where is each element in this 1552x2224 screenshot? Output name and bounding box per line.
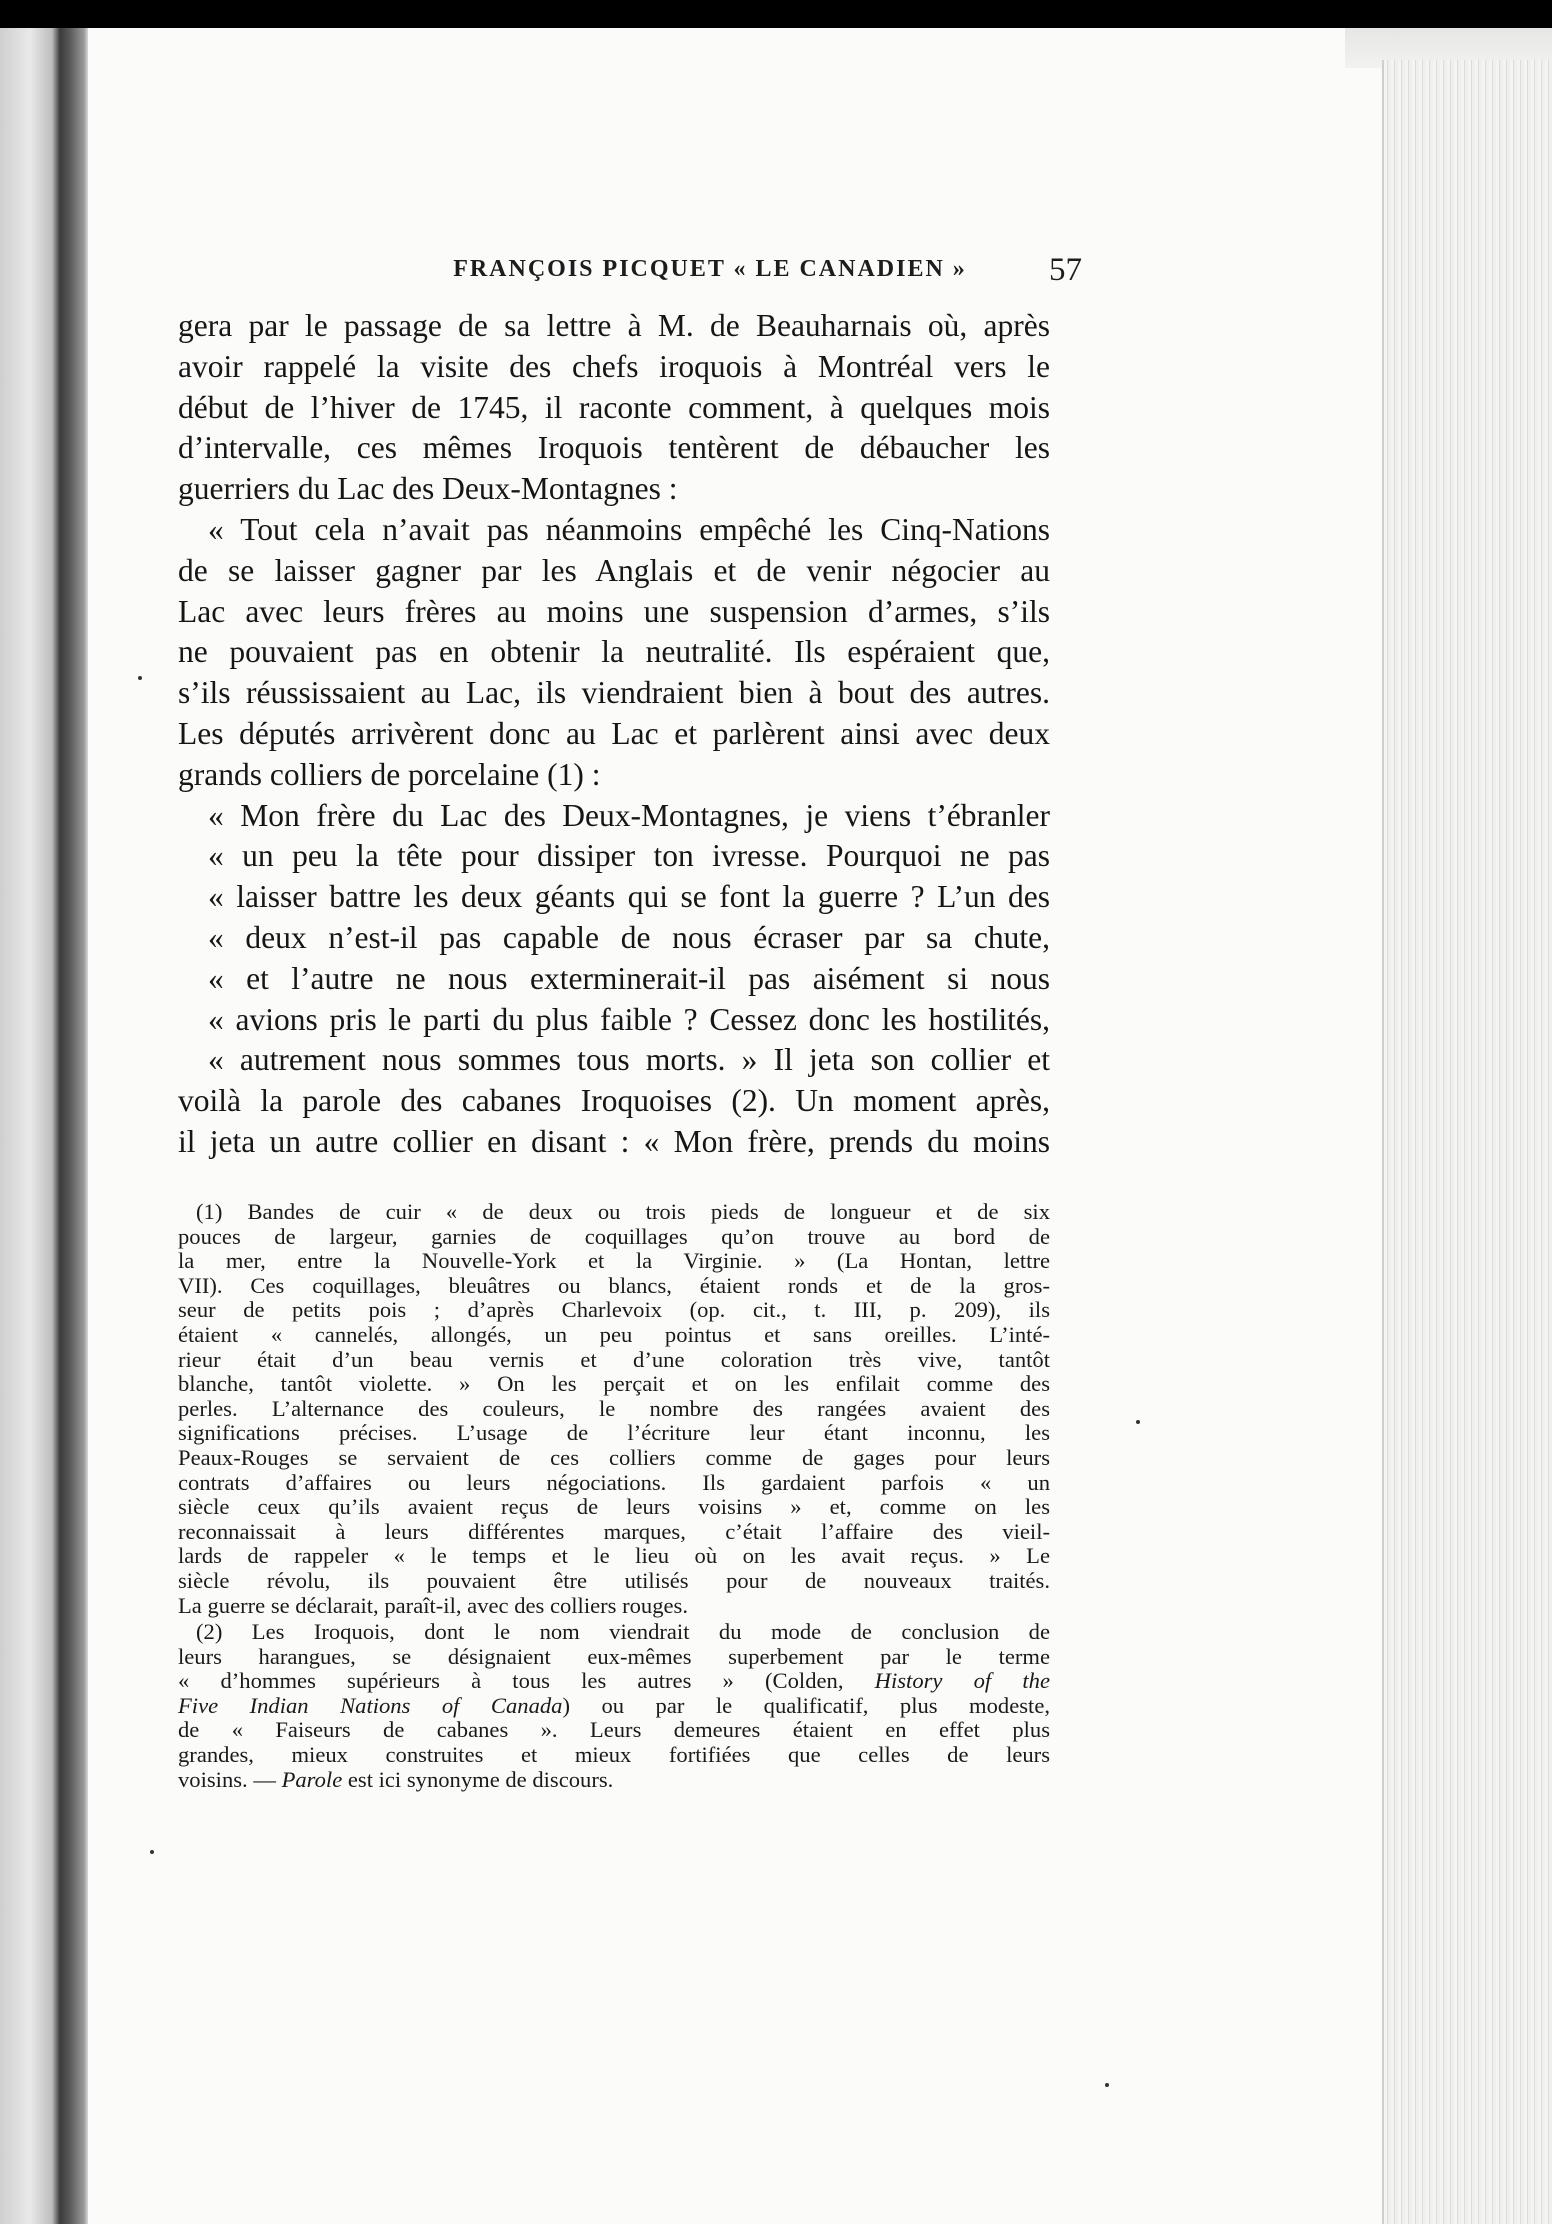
body-line: s’ils réussissaient au Lac, ils viendraient bien à bout des autres. [178,675,1050,711]
footnote-1-line: VII). Ces coquillages, bleuâtres ou blancs, étaient ronds et de la gros- [178,1272,1050,1298]
footnote-1-line: lards de rappeler « le temps et le lieu où on les avait reçus. » Le [178,1543,1050,1569]
body-line: « et l’autre ne nous exterminerait-il pas aisément si nous [208,960,1050,996]
footnote-2-text: ) ou par le qualificatif, plus modeste, [562,1692,1051,1718]
footnote-1-line: La guerre se déclarait, paraît-il, avec des colliers rouges. [178,1592,688,1618]
footnote-1-line: Peaux-Rouges se servaient de ces colliers comme de gages pour leurs [178,1444,1050,1470]
body-line: il jeta un autre collier en disant : « Mon frère, prends du moins [178,1123,1050,1159]
footnote-1-line: (1) Bandes de cuir « de deux ou trois pieds de longueur et de six [196,1199,1050,1224]
footnotes [178,1200,1050,1792]
dust-speck [1105,2083,1109,2087]
body-line: Lac avec leurs frères au moins une suspension d’armes, s’ils [178,593,1050,629]
body-line: début de l’hiver de 1745, il raconte comment, à quelques mois [178,389,1050,425]
footnote-2-line [178,1669,1050,1694]
term-italic: Parole [281,1766,343,1792]
dust-speck [1136,1420,1140,1424]
footnote-2-line: de « Faiseurs de cabanes ». Leurs demeures étaient en effet plus [178,1717,1050,1743]
footnote-1-line: perles. L’alternance des couleurs, le nombre des rangées avaient des [178,1395,1050,1421]
footnote-2-line: grandes, mieux construites et mieux fortifiées que celles de leurs [178,1742,1050,1768]
footnote-1-line: contrats d’affaires ou leurs négociations. Ils gardaient parfois « un [178,1469,1050,1495]
footnote-1-line: reconnaissait à leurs différentes marques, c’était l’affaire des vieil- [178,1518,1050,1544]
footnote-1-line: rieur était d’un beau vernis et d’une coloration très vive, tantôt [178,1346,1050,1372]
footnote-2-text: « d’hommes supérieurs à tous les autres » (Colden, [178,1668,875,1694]
body-line: gera par le passage de sa lettre à M. de Beauharnais où, après [178,308,1050,343]
book-title-italic: Five Indian Nations of Canada [178,1692,563,1718]
footnote-1-line: seur de petits pois ; d’après Charlevoix (op. cit., t. III, p. 209), ils [178,1297,1050,1323]
footnote-1-line: pouces de largeur, garnies de coquillages qu’on trouve au bord de [178,1223,1050,1249]
footnote-2-line: (2) Les Iroquois, dont le nom viendrait du mode de conclusion de [196,1619,1050,1645]
running-head: FRANÇOIS PICQUET « LE CANADIEN » [453,256,967,282]
dust-speck [138,676,142,680]
body-line: « un peu la tête pour dissiper ton ivresse. Pourquoi ne pas [208,838,1050,874]
body-line: guerriers du Lac des Deux-Montagnes : [178,471,678,507]
body-text [178,306,1050,1163]
page-stack-edge [1382,60,1552,2224]
footnote-1-line: siècle révolu, ils pouvaient être utilisés pour de nouveaux traités. [178,1567,1050,1593]
footnote-2-line [178,1694,1050,1719]
body-line: avoir rappelé la visite des chefs iroquois à Montréal vers le [178,348,1050,384]
body-line: d’intervalle, ces mêmes Iroquois tentèrent de débaucher les [178,430,1050,466]
footnote-2-line [178,1768,1050,1793]
body-line: grands colliers de porcelaine (1) : [178,756,601,792]
body-line: « autrement nous sommes tous morts. » Il jeta son collier et [208,1042,1050,1078]
page-number: 57 [1049,252,1082,288]
book-title-italic: History of the [874,1668,1050,1694]
body-line: Les députés arrivèrent donc au Lac et parlèrent ainsi avec deux [178,715,1050,751]
body-line: « Tout cela n’avait pas néanmoins empêché les Cinq-Nations [208,511,1050,547]
dust-speck [150,1850,154,1854]
body-line: « laisser battre les deux géants qui se font la guerre ? L’un des [208,879,1050,915]
book-binding-edge [0,28,88,2224]
body-line: voilà la parole des cabanes Iroquoises (2). Un moment après, [178,1083,1050,1119]
footnote-1-line: blanche, tantôt violette. » On les perçait et on les enfilait comme des [178,1371,1050,1397]
footnote-1-line: siècle ceux qu’ils avaient reçus de leurs voisins » et, comme on les [178,1494,1050,1520]
footnote-2-text: est ici synonyme de discours. [342,1766,614,1792]
body-line: « Mon frère du Lac des Deux-Montagnes, je viens t’ébranler [208,797,1050,833]
body-line: de se laisser gagner par les Anglais et de venir négocier au [178,552,1050,588]
footnote-1-line: la mer, entre la Nouvelle-York et la Virginie. » (La Hontan, lettre [178,1248,1050,1274]
body-line: ne pouvaient pas en obtenir la neutralité. Ils espéraient que, [178,634,1050,670]
footnote-1-line: significations précises. L’usage de l’écriture leur étant inconnu, les [178,1420,1050,1446]
footnote-2-text: voisins. — [178,1766,282,1792]
body-line: « avions pris le parti du plus faible ? Cessez donc les hostilités, [208,1001,1050,1037]
body-line: « deux n’est-il pas capable de nous écraser par sa chute, [208,919,1050,955]
footnote-2-line: leurs harangues, se désignaient eux-mêmes superbement par le terme [178,1643,1050,1669]
footnote-1-line: étaient « cannelés, allongés, un peu pointus et sans oreilles. L’inté- [178,1321,1050,1347]
scan-top-border [0,0,1552,28]
